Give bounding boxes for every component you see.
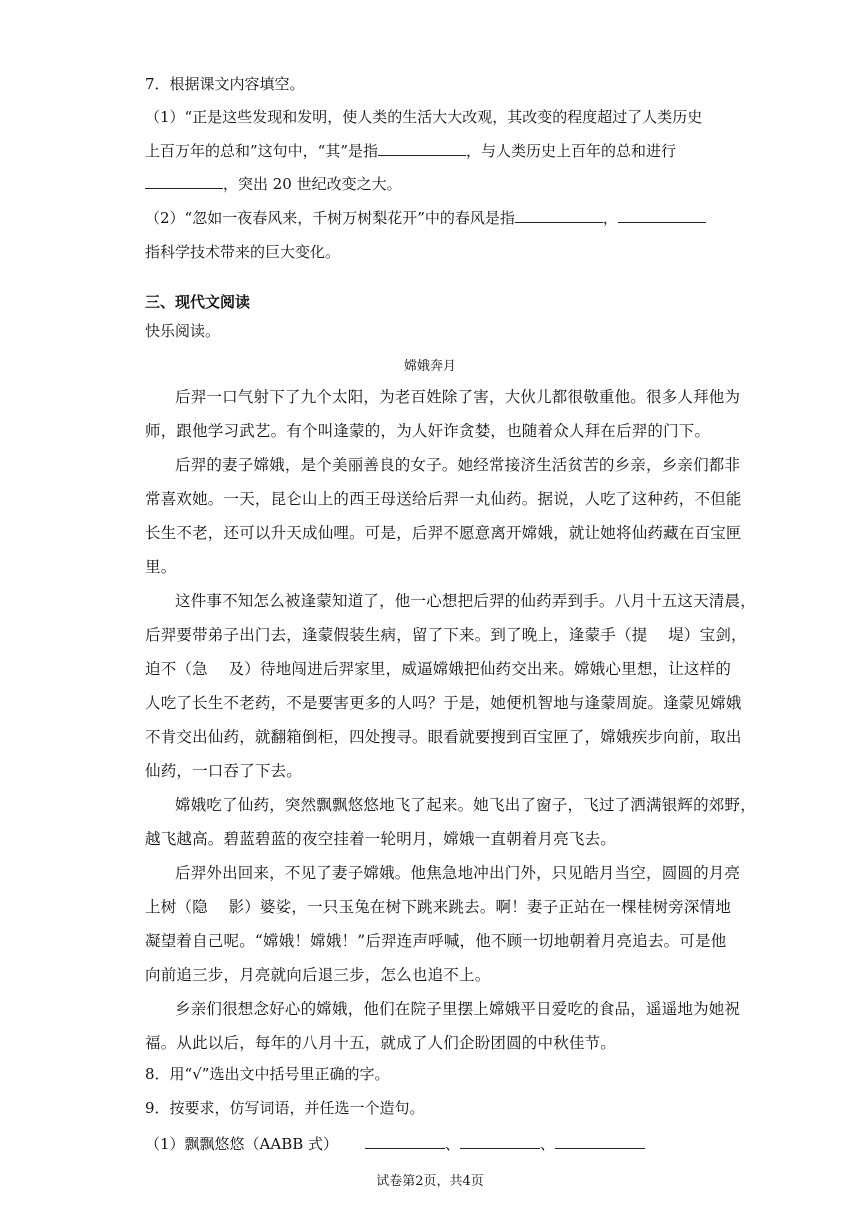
story-title: 嫦娥奔月 [403,359,456,374]
section-intro: 快乐阅读。 [145,322,221,340]
page-footer: 试卷第2页，共4页 [376,1174,484,1189]
answer-blank[interactable] [555,1134,645,1149]
story-line: 乡亲们很想念好心的嫦娥，他们在院子里摆上嫦娥平日爱吃的食品，遥遥地为她祝 [175,1000,741,1018]
q7-part1-line3-text: ，突出 20 世纪改变之大。 [223,175,402,193]
story-line: 后羿一口气射下了九个太阳，为老百姓除了害，大伙儿都很敬重他。很多人拜他为 [175,388,741,406]
story-line: 这件事不知怎么被逢蒙知道了，他一心想把后羿的仙药弄到手。八月十五这天清晨， [175,592,756,610]
story-line: 嫦娥吃了仙药，突然飘飘悠悠地飞了起来。她飞出了窗子，飞过了洒满银辉的郊野， [175,796,756,814]
story-line: 后羿外出回来，不见了妻子嫦娥。他焦急地冲出门外，只见皓月当空，圆圆的月亮 [175,864,741,882]
story-line: 凝望着自己呢。“嫦娥！嫦娥！”后羿连声呼喊，他不顾一切地朝着月亮追去。可是他 [145,932,727,950]
q7-part1-line3 [145,174,402,194]
q7-part2-line2: 指科学技术带来的巨大变化。 [145,243,341,261]
q7-title: 7．根据课文内容填空。 [145,75,305,93]
q9-title: 9．按要求，仿写词语，并任选一个造句。 [145,1099,425,1117]
q7-part1-line2-text-b: ，与人类历史上百年的总和进行 [466,142,677,160]
q7-part1-line1: （1）“正是这些发现和发明，使人类的生活大大改观，其改变的程度超过了人类历史 [145,108,703,126]
story-line: 上树（隐 影）婆娑，一只玉兔在树下跳来跳去。啊！妻子正站在一棵桂树旁深情地 [145,898,732,916]
q9-item1-label: （1）飘飘悠悠（AABB 式） [145,1135,339,1153]
story-line: 向前追三步，月亮就向后退三步，怎么也追不上。 [145,966,491,984]
story-line: 越飞越高。碧蓝碧蓝的夜空挂着一轮明月，嫦娥一直朝着月亮飞去。 [145,830,617,848]
q7-part2-line1-text-a: （2）“忽如一夜春风来，千树万树梨花开”中的春风是指 [145,209,515,227]
story-line: 后羿的妻子嫦娥，是个美丽善良的女子。她经常接济生活贫苦的乡亲，乡亲们都非 [175,456,741,474]
q7-part1-line2 [145,141,676,161]
story-line: 福。从此以后，每年的八月十五，就成了人们企盼团圆的中秋佳节。 [145,1034,617,1052]
q7-part2-line1 [145,208,706,228]
q9-item1 [145,1134,645,1154]
answer-blank[interactable] [365,1134,445,1149]
story-line: 人吃了长生不老药，不是要害更多的人吗？于是，她便机智地与逢蒙周旋。逢蒙见嫦娥 [145,694,742,712]
section-heading: 三、现代文阅读 [145,293,251,311]
story-line: 师，跟他学习武艺。有个叫逢蒙的，为人奸诈贪婪，也随着众人拜在后羿的门下。 [145,422,711,440]
q7-part2-line1-text-b: ， [602,209,618,227]
story-line: 仙药，一口吞了下去。 [145,762,303,780]
answer-blank[interactable] [515,208,603,223]
answer-blank[interactable] [145,174,223,189]
story-line: 里。 [145,558,177,576]
answer-blank[interactable] [460,1134,540,1149]
q7-part1-line2-text-a: 上百万年的总和”这句中，“其”是指 [145,142,379,160]
separator: 、 [539,1135,555,1153]
story-line: 后羿要带弟子出门去，逢蒙假装生病，留了下来。到了晚上，逢蒙手（提 堤）宝剑， [145,626,747,644]
story-line: 不肯交出仙药，就翻箱倒柜，四处搜寻。眼看就要搜到百宝匣了，嫦娥疾步向前，取出 [145,728,742,746]
story-line: 常喜欢她。一天，昆仑山上的西王母送给后羿一丸仙药。据说，人吃了这种药，不但能 [145,490,742,508]
story-line: 长生不老，还可以升天成仙哩。可是，后羿不愿意离开嫦娥，就让她将仙药藏在百宝匣 [145,524,742,542]
q8-text: 8．用“√”选出文中括号里正确的字。 [145,1065,390,1083]
answer-blank[interactable] [378,141,466,156]
story-line: 迫不（急 及）待地闯进后羿家里，威逼嫦娥把仙药交出来。嫦娥心里想，让这样的 [145,660,732,678]
separator: 、 [444,1135,460,1153]
answer-blank[interactable] [618,208,706,223]
